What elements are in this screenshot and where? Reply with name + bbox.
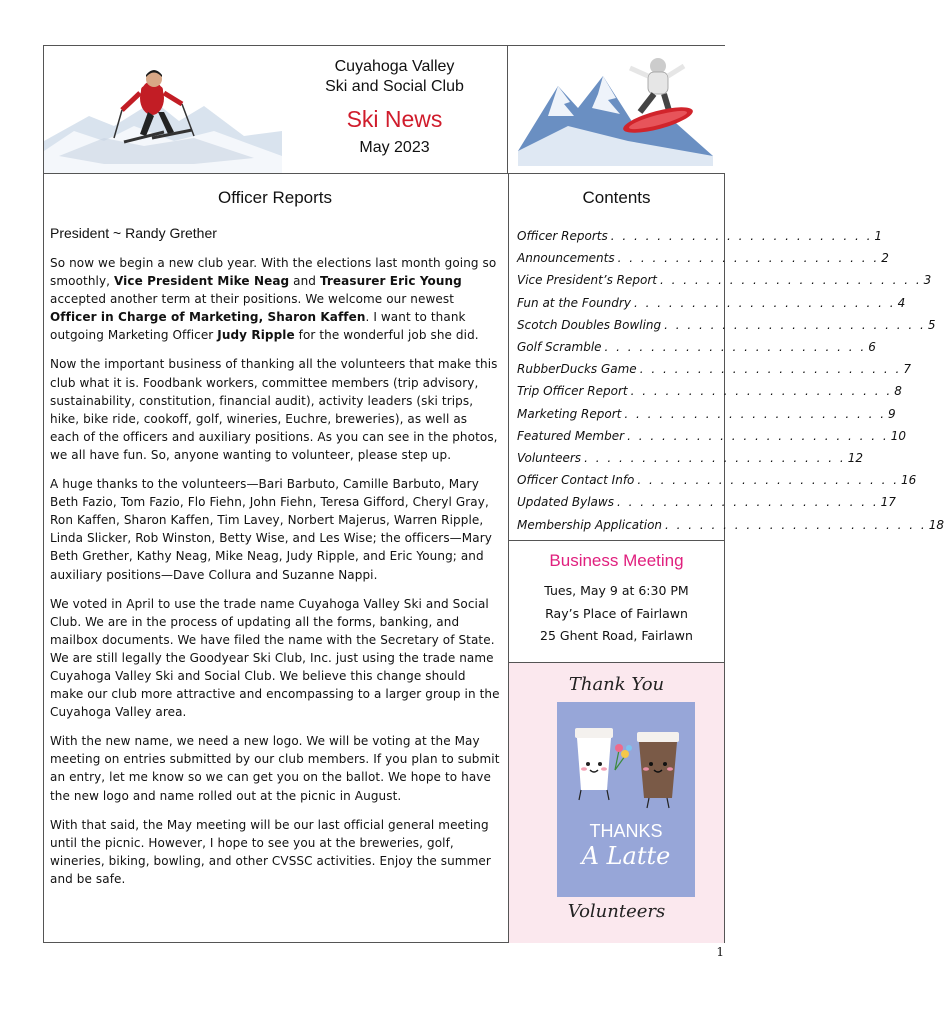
vice-president-name: Vice President Mike Neag bbox=[114, 274, 290, 289]
business-meeting-section bbox=[509, 541, 724, 663]
contents-section bbox=[509, 174, 944, 541]
newsletter-page bbox=[43, 45, 944, 943]
club-name-line1: Cuyahoga Valley bbox=[334, 58, 455, 75]
toc-item[interactable]: Volunteers . . . . . . . . . . . . . . . . . . . . . . . 12 bbox=[517, 451, 863, 466]
paragraph-volunteer-list: A huge thanks to the volunteers—Bari Barbuto, Camille Barbuto, Mary Beth Fazio, Tom Fazio, Flo Fiehn, John Fiehn, Teresa Gifford, Cheryl Gray, Ron Kaffen, Sharon Kaffen, Tim Lavey, Norbert Majerus, Warren Ripple, Linda Slicker, Rob Winston, Betty Wise, and Les Wise; the officers—Mary Beth Grether, Kathy Neag, Mike Neag, Judy Ripple, and Eric Young; and auxiliary positions—Dave Collura and Suzanne Nappi. bbox=[50, 477, 492, 582]
toc-item[interactable]: Trip Officer Report . . . . . . . . . . . . . . . . . . . . . . . 8 bbox=[517, 384, 902, 399]
masthead bbox=[44, 46, 724, 174]
table-of-contents bbox=[517, 225, 944, 536]
toc-item[interactable]: Scotch Doubles Bowling . . . . . . . . . . . . . . . . . . . . . . . 5 bbox=[517, 317, 936, 332]
treasurer-name: Treasurer Eric Young bbox=[319, 274, 462, 289]
toc-item[interactable]: Marketing Report . . . . . . . . . . . . . . . . . . . . . . . 9 bbox=[517, 406, 896, 421]
outgoing-officer-name: Judy Ripple bbox=[217, 328, 295, 343]
volunteers-caption: Volunteers bbox=[567, 901, 666, 922]
toc-item[interactable]: Announcements . . . . . . . . . . . . . . . . . . . . . . . 2 bbox=[517, 251, 889, 266]
meeting-venue: Ray’s Place of Fairlawn bbox=[545, 605, 688, 621]
paragraph-closing: With that said, the May meeting will be our last official general meeting until the picnic. However, I hope to see you at the breweries, golf, wineries, biking, bowling, and other CVSSC activities. Enjoy the summer and be safe. bbox=[50, 817, 491, 886]
paragraph-intro-text-4: . I want to thank outgoing Marketing Officer bbox=[50, 310, 466, 343]
paragraph-new-logo: With the new name, we need a new logo. We will be voting at the May meeting on entries submitted by our club members. If you plan to submit an entry, let me know so we can get you on the ballot. We hope to have the new logo and name rolled out at the picnic in August. bbox=[50, 734, 500, 803]
page-number: 1 bbox=[716, 945, 724, 959]
paragraph-intro bbox=[50, 254, 500, 344]
paragraph-volunteer-thanks: Now the important business of thanking all the volunteers that make this club what it is. Foodbank workers, committee members (trip advisory, sustainability, constitution, financial audit), activity leaders (ski trips, hike, bike ride, cookoff, golf, wineries, Euchre, breweries), as well as each of the officers and auxiliary positions. As you can see in the photos, we all have fun. So, anyone wanting to volunteer, please step up. bbox=[50, 357, 498, 462]
toc-item[interactable]: Updated Bylaws . . . . . . . . . . . . . . . . . . . . . . . 17 bbox=[517, 495, 896, 510]
meeting-address: 25 Ghent Road, Fairlawn bbox=[540, 628, 693, 643]
toc-item[interactable]: Officer Reports . . . . . . . . . . . . . . . . . . . . . . . 1 bbox=[517, 229, 883, 243]
officer-reports-section bbox=[44, 174, 509, 943]
issue-date: May 2023 bbox=[359, 139, 430, 156]
toc-item[interactable]: RubberDucks Game . . . . . . . . . . . . . . . . . . . . . . . 7 bbox=[517, 362, 911, 377]
newsletter-title: Ski News bbox=[346, 106, 443, 132]
officer-reports-heading: Officer Reports bbox=[217, 188, 332, 207]
marketing-officer-name: Officer in Charge of Marketing, Sharon Kaffen bbox=[50, 310, 366, 325]
toc-item[interactable]: Featured Member . . . . . . . . . . . . . . . . . . . . . . . 10 bbox=[517, 428, 906, 443]
toc-item[interactable]: Officer Contact Info . . . . . . . . . . . . . . . . . . . . . . . 16 bbox=[517, 473, 917, 488]
contents-heading: Contents bbox=[582, 188, 651, 207]
president-byline: President ~ Randy Grether bbox=[50, 225, 217, 241]
paragraph-trade-name: We voted in April to use the trade name Cuyahoga Valley Ski and Social Club. We are in the process of updating all the forms, banking, and mailbox documents. We have filed the name with the Secretary of State. We are still legally the Goodyear Ski Club, Inc. just using the trade name Cuyahoga Valley Ski and Social Club. We believe this change should make our club more attractive and encompassing to a larger group in the Cuyahoga Valley area. bbox=[50, 596, 500, 720]
skier-image bbox=[44, 46, 282, 173]
paragraph-intro-text-5: for the wonderful job she did. bbox=[294, 328, 479, 343]
masthead-title-block bbox=[282, 46, 507, 173]
meeting-date-time: Tues, May 9 at 6:30 PM bbox=[544, 583, 689, 598]
card-text-a-latte: A Latte bbox=[581, 842, 671, 870]
club-name-line2: Ski and Social Club bbox=[325, 78, 464, 95]
toc-item[interactable]: Membership Application . . . . . . . . . . . . . . . . . . . . . . . 18 bbox=[517, 517, 944, 532]
business-meeting-title: Business Meeting bbox=[549, 551, 684, 570]
paragraph-intro-text-2: and bbox=[289, 274, 320, 289]
toc-item[interactable]: Golf Scramble . . . . . . . . . . . . . . . . . . . . . . . 6 bbox=[517, 340, 876, 355]
card-text-thanks: THANKS bbox=[589, 821, 663, 841]
toc-item[interactable]: Vice President’s Report . . . . . . . . . . . . . . . . . . . . . . . 3 bbox=[517, 273, 932, 288]
thank-you-section bbox=[509, 663, 724, 943]
paragraph-intro-text-3: accepted another term at their positions. We welcome our newest bbox=[50, 292, 455, 307]
thanks-a-latte-image bbox=[557, 702, 695, 897]
thank-you-heading: Thank You bbox=[568, 674, 665, 695]
toc-item[interactable]: Fun at the Foundry . . . . . . . . . . . . . . . . . . . . . . . 4 bbox=[517, 295, 906, 310]
snowboarder-image bbox=[507, 46, 724, 173]
paragraph-intro-text-1: So now we begin a new club year. With the elections last month going so smoothly, bbox=[50, 256, 497, 289]
